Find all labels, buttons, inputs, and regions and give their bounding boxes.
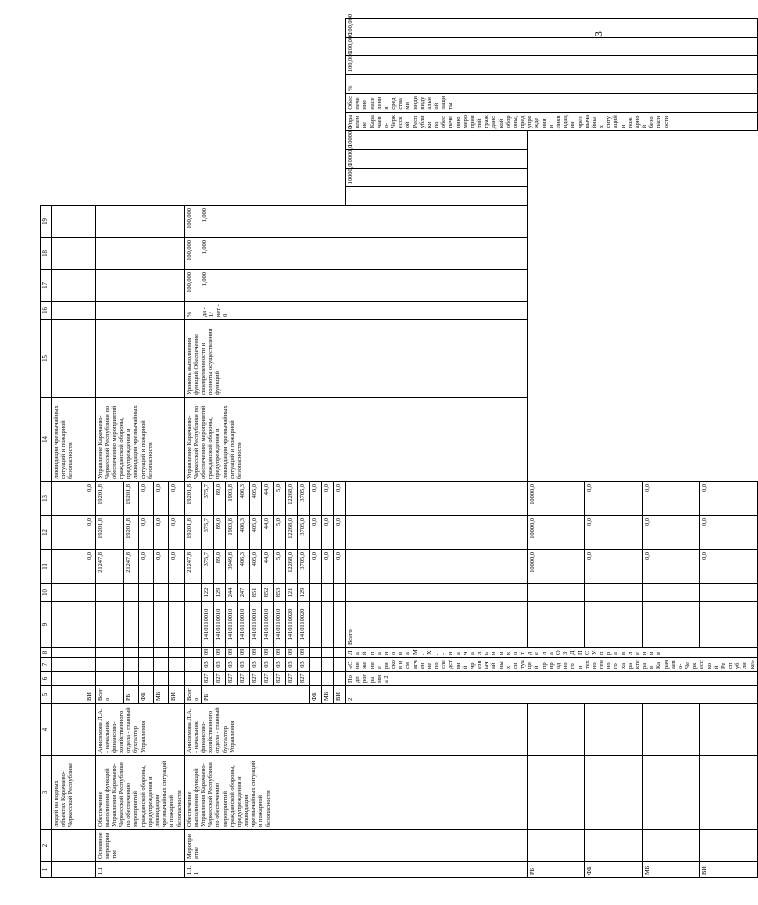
table-row [527,19,584,878]
value-cell: 19201,8 [95,482,123,516]
value-cell: 0,0 [154,516,169,550]
code-cell: 09 [214,648,226,658]
col-number: 3 [41,756,52,830]
code-cell: 09 [226,648,238,658]
value-cell: 5,0 [274,550,286,584]
value-cell: 5,0 [274,516,286,550]
code-cell: 129 [298,584,310,602]
responsible: Анисимова Л.А. - начальник финансово-хозяйственного отдела - главный бухгалтер Управления [184,704,527,756]
column-number-row [41,19,52,878]
code-cell: 244 [226,584,238,602]
code-cell: 03 [250,658,262,672]
value-cell: 0,0 [642,482,699,516]
value-cell: 100,000 [185,208,193,229]
value-cell: 0,0 [310,550,322,584]
code-cell: 853 [274,584,286,602]
budget-source: ВИ [334,686,346,704]
responsible: Лайпанова М.Х. - начальник отдела ОЗДПС Управления [346,648,758,658]
value-cell: 1,000 [200,240,208,255]
code-cell: 1410110010 [238,602,250,648]
target-cell [184,206,527,238]
value-cell: 0,0 [138,550,153,584]
value-cell: 405,0 [250,550,262,584]
budget-source: Всего [346,602,528,648]
unit [184,302,527,320]
code-cell: 1410110010 [226,602,238,648]
budget-source: ФБ [585,862,642,878]
value-cell: 12268,0 [286,550,298,584]
unit-boolean: да - 1/ нет - 0 [200,304,230,317]
code-cell: 1410110010 [274,602,286,648]
value-cell: 406,3 [238,482,250,516]
code-cell: 122 [202,584,214,602]
value-cell: 0,0 [51,482,95,516]
code-cell: 1410110010 [214,602,226,648]
col-number: 1 [41,862,52,878]
code-cell: 03 [286,658,298,672]
target-cell [184,238,527,270]
value-cell: 89,0 [214,482,226,516]
value-cell: 0,0 [642,550,699,584]
row-type: Основное мероприятие [95,830,184,862]
col-number: 9 [41,602,52,648]
row-number: 2 [346,686,758,704]
code-cell: 03 [298,658,310,672]
value-cell: 0,0 [700,482,757,516]
value-cell: 3705,0 [298,516,310,550]
table-row [642,19,699,878]
code-cell: 03 [238,658,250,672]
value-cell: 19201,8 [123,516,138,550]
responsible: Анисимова Л.А. - начальник финансово-хозяйственного отдела - главный бухгалтер Управления [95,704,184,756]
unit-percent: % [185,311,193,317]
value-cell: 0,0 [585,550,642,584]
code-cell: 1410110020 [286,602,298,648]
value-cell: 0,0 [138,516,153,550]
row-name: Обеспечение выполнения функций Управления Карачаево-Черкесской Республики по обеспечению мероприятий гражданской обороны, предупреждения и ликвидации чрезвычайных ситуаций и пожарной безопасности [184,756,527,830]
value-cell: 0,0 [138,482,153,516]
value-cell: 0,0 [334,516,346,550]
value-cell: 21247,8 [123,550,138,584]
value-cell: 1,000 [200,272,208,287]
value-cell: 3949,8 [226,550,238,584]
executor: Управление Карачаево-Черкесской Республики по обеспечению мероприятий гражданской обороны, предупреждения и ликвидации чрезвычайных ситуаций и пожарной безопасности [346,112,758,131]
col-number: 13 [41,482,52,516]
value-cell: 0,0 [322,482,334,516]
program-resource-table [40,14,758,878]
code-cell: 827 [250,672,262,686]
executor-continued: ликвидации чрезвычайных ситуаций и пожарной безопасности [51,398,95,482]
col-number: 18 [41,238,52,270]
value-cell: 0,0 [322,550,334,584]
indicator: Уровень выполнения функций Обеспечение своевременности и полноты осуществления функций [184,320,527,398]
row-number: 1.1.1 [184,862,527,878]
value-cell: 0,0 [310,482,322,516]
value-cell: 100,000 [346,56,758,75]
target-cell [184,270,527,302]
budget-source: МБ [322,686,334,704]
value-cell: 0,0 [334,550,346,584]
row-name: Обеспечение выполнения функций Управления Карачаево-Черкесской Республики по обеспечению мероприятий гражданской обороны, предупреждения и ликвидации чрезвычайных ситуаций и пожарной безопасности [95,756,184,830]
code-cell: 09 [202,648,214,658]
value-cell: 375,7 [202,516,214,550]
value-cell: 375,7 [202,550,214,584]
value-cell: 0,0 [169,516,184,550]
code-cell: 09 [286,648,298,658]
col-number: 8 [41,648,52,658]
value-cell: 19201,8 [123,482,138,516]
code-cell: 827 [238,672,250,686]
value-cell: 10000,0 [346,131,528,150]
table-row [700,19,757,878]
code-cell: 827 [202,672,214,686]
code-cell: 121 [286,584,298,602]
value-cell: 0,0 [700,550,757,584]
value-cell: 10000,0 [527,550,584,584]
value-cell: 0,0 [51,550,95,584]
code-cell: 03 [274,658,286,672]
code-cell: 03 [214,658,226,672]
col-number: 17 [41,270,52,302]
code-cell: 827 [262,672,274,686]
code-cell: 851 [250,584,262,602]
table-row [95,19,123,878]
code-cell: 827 [286,672,298,686]
budget-source: Всего [184,686,201,704]
indicator: Обеспечение населения средствами индивидуальной защиты [346,93,758,112]
value-cell: 0,0 [642,516,699,550]
value-cell: 406,3 [238,516,250,550]
rotated-table-container [40,14,756,878]
value-cell: 3705,0 [298,482,310,516]
value-cell: 19201,8 [95,516,123,550]
value-cell: 21247,8 [184,550,201,584]
value-cell: 405,0 [250,482,262,516]
code-cell: 09 [274,648,286,658]
value-cell: 21247,8 [95,550,123,584]
value-cell: 0,0 [154,550,169,584]
code-cell: 1410110010 [202,602,214,648]
value-cell: 0,0 [585,482,642,516]
code-cell: 09 [250,648,262,658]
budget-source: Всего [95,686,123,704]
col-number: 7 [41,658,52,672]
value-cell: 0,0 [154,482,169,516]
value-cell: 100,000 [346,37,758,56]
budget-source: РБ [527,862,584,878]
unit: % [346,75,758,94]
table-row [184,19,201,878]
col-number: 12 [41,516,52,550]
value-cell: 12268,0 [286,516,298,550]
value-cell: 89,0 [214,516,226,550]
value-cell: 0,0 [169,482,184,516]
continued-name: людей на водных объектах Карачаево-Черкесской Республике [51,756,95,830]
value-cell: 44,0 [262,482,274,516]
executor: Управление Карачаево-Черкесской Республики по обеспечению мероприятий гражданской обороны, предупреждения и ликвидации чрезвычайных ситуаций и пожарной безопасности [95,398,184,482]
code-cell: 03 [262,658,274,672]
value-cell: 44,0 [262,550,274,584]
code-cell: 09 [262,648,274,658]
value-cell: 1,000 [200,208,208,223]
col-number: 15 [41,320,52,398]
budget-source: ВИ [169,686,184,704]
value-cell: 10000,0 [346,149,528,168]
document-page [40,14,756,878]
value-cell: 89,0 [214,550,226,584]
code-cell: 1410110010 [262,602,274,648]
value-cell: 19201,8 [184,482,201,516]
code-cell: 247 [238,584,250,602]
code-cell: 129 [214,584,226,602]
row-type: Мероприятие [184,830,527,862]
page-number: 3 [592,31,605,37]
col-number: 10 [41,584,52,602]
code-cell: 03 [202,658,214,672]
code-cell: 1410110020 [298,602,310,648]
value-cell: 10000,0 [527,482,584,516]
col-number: 19 [41,206,52,238]
col-number: 2 [41,830,52,862]
table-row [585,19,642,878]
value-cell: 19201,8 [184,516,201,550]
value-cell: 0,0 [322,516,334,550]
table-row [51,19,95,878]
value-cell: 5,0 [274,482,286,516]
budget-source: ВИ [700,862,757,878]
value-cell: 10000,0 [527,516,584,550]
row-number: 1.1 [95,862,184,878]
value-cell: 1903,8 [226,482,238,516]
col-number: 4 [41,704,52,756]
budget-source: РБ [123,686,138,704]
value-cell: 406,3 [238,550,250,584]
budget-source: РБ [202,686,310,704]
value-cell: 10000,0 [346,168,528,187]
code-cell: 03 [226,658,238,672]
value-cell: 0,0 [51,516,95,550]
col-number: 6 [41,672,52,686]
code-cell: 09 [298,648,310,658]
value-cell: 44,0 [262,516,274,550]
col-number: 14 [41,398,52,482]
budget-source: ВИ [51,686,95,704]
row-name: «Снижение рисков и смягчение последствий чрезвычайных ситуаций природного и техногенного характера в Карачаево-Черкесской Республике» [346,658,758,672]
value-cell: 100,000 [346,19,758,38]
code-cell: 852 [262,584,274,602]
col-number: 5 [41,686,52,704]
budget-source: ФБ [310,686,322,704]
value-cell: 0,0 [169,550,184,584]
value-cell: 12268,0 [286,482,298,516]
code-cell: 827 [274,672,286,686]
value-cell: 100,000 [185,240,193,261]
value-cell: 0,0 [334,482,346,516]
value-cell: 1903,8 [226,516,238,550]
value-cell: 0,0 [585,516,642,550]
code-cell: 827 [214,672,226,686]
budget-source: МБ [154,686,169,704]
code-cell: 827 [226,672,238,686]
code-cell: 827 [298,672,310,686]
executor: Управление Карачаево-Черкесской Республики по обеспечению мероприятий гражданской обороны, предупреждения и ликвидации чрезвычайных ситуаций и пожарной безопасности [184,398,527,482]
value-cell: 0,0 [310,516,322,550]
code-cell: 1410110010 [250,602,262,648]
value-cell: 375,7 [202,482,214,516]
code-cell: 09 [238,648,250,658]
value-cell: 0,0 [700,516,757,550]
value-cell: 100,000 [185,272,193,293]
value-cell: 405,0 [250,516,262,550]
value-cell: 3705,0 [298,550,310,584]
col-number: 11 [41,550,52,584]
row-type: Подпрограмма 2 [346,672,758,686]
col-number: 16 [41,302,52,320]
budget-source: МБ [642,862,699,878]
budget-source: ФБ [138,686,153,704]
